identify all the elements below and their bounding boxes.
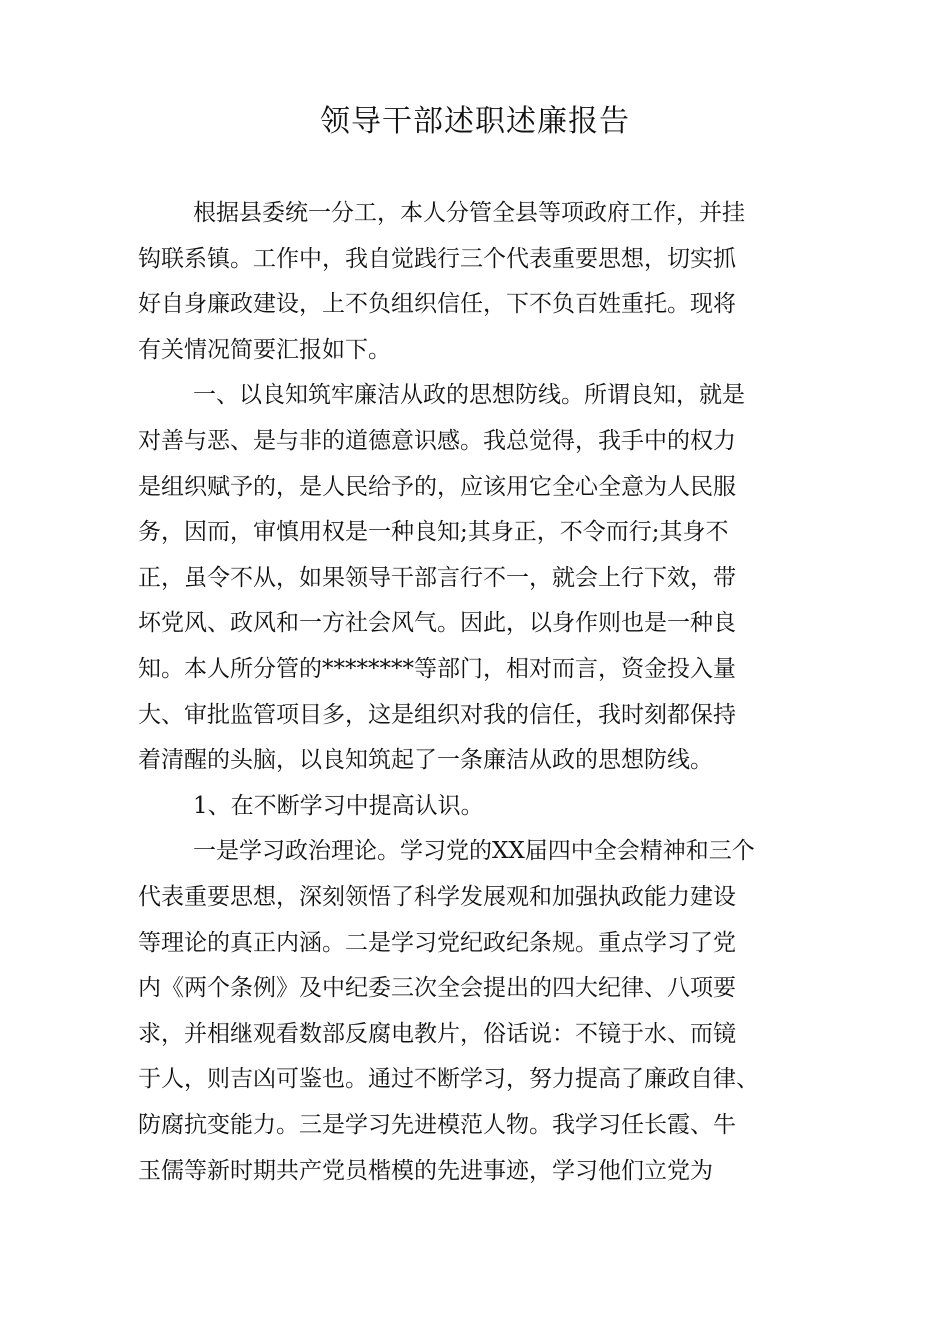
body-line: 钩联系镇。工作中，我自觉践行三个代表重要思想，切实抓 bbox=[138, 246, 736, 272]
body-line: 求，并相继观看数部反腐电教片，俗话说：不镜于水、而镜 bbox=[138, 1021, 736, 1047]
body-line: 是组织赋予的，是人民给予的，应该用它全心全意为人民服 bbox=[138, 474, 736, 500]
body-line: 有关情况简要汇报如下。 bbox=[138, 337, 391, 363]
body-line: 1、在不断学习中提高认识。 bbox=[193, 793, 484, 819]
document-title: 领导干部述职述廉报告 bbox=[320, 104, 630, 139]
body-line: 坏党风、政风和一方社会风气。因此，以身作则也是一种良 bbox=[138, 610, 736, 636]
body-line: 大、审批监管项目多，这是组织对我的信任，我时刻都保持 bbox=[138, 702, 736, 728]
body-line: 正，虽令不从，如果领导干部言行不一，就会上行下效，带 bbox=[138, 565, 736, 591]
body-line: 玉儒等新时期共产党员楷模的先进事迹，学习他们立党为 bbox=[138, 1158, 713, 1184]
body-line: 务，因而，审慎用权是一种良知;其身正，不令而行;其身不 bbox=[138, 519, 729, 545]
body-line: 内《两个条例》及中纪委三次全会提出的四大纪律、八项要 bbox=[138, 975, 736, 1001]
body-line: 着清醒的头脑，以良知筑起了一条廉洁从政的思想防线。 bbox=[138, 747, 713, 773]
body-line: 根据县委统一分工，本人分管全县等项政府工作，并挂 bbox=[193, 200, 745, 226]
body-line: 一是学习政治理论。学习党的XX届四中全会精神和三个 bbox=[193, 838, 755, 864]
body-line: 好自身廉政建设，上不负组织信任，下不负百姓重托。现将 bbox=[138, 291, 736, 317]
body-line: 对善与恶、是与非的道德意识感。我总觉得，我手中的权力 bbox=[138, 428, 736, 454]
body-line: 代表重要思想，深刻领悟了科学发展观和加强执政能力建设 bbox=[138, 884, 736, 910]
body-line: 等理论的真正内涵。二是学习党纪政纪条规。重点学习了党 bbox=[138, 930, 736, 956]
body-line: 防腐抗变能力。三是学习先进模范人物。我学习任长霞、牛 bbox=[138, 1112, 736, 1138]
body-line: 一、以良知筑牢廉洁从政的思想防线。所谓良知，就是 bbox=[193, 382, 745, 408]
body-line: 知。本人所分管的********等部门，相对而言，资金投入量 bbox=[138, 656, 736, 682]
body-line: 于人，则吉凶可鉴也。通过不断学习，努力提高了廉政自律、 bbox=[138, 1066, 759, 1092]
